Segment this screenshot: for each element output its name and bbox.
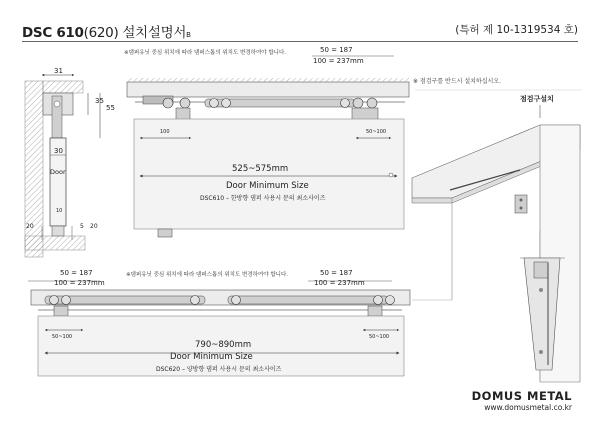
top-rail xyxy=(127,82,409,97)
side-dim-5: 5 xyxy=(80,223,84,230)
bottom-spec-right-line2: 100 = 237mm xyxy=(314,279,365,287)
bottom-range: 790~890mm xyxy=(195,340,252,350)
side-dim-35: 35 xyxy=(95,97,104,105)
side-dim-20-left: 20 xyxy=(26,223,34,230)
roller-left xyxy=(143,96,190,120)
model-main: DSC 610 xyxy=(22,25,84,41)
ceiling-section xyxy=(43,81,83,93)
top-spec-line2: 100 = 237mm xyxy=(313,57,364,65)
bottom-spec-left-line1: 50 = 187 xyxy=(60,269,93,277)
brand-logo: DOMUS METAL xyxy=(471,389,572,403)
roller-wheel xyxy=(54,101,60,107)
floor-guide xyxy=(52,226,64,236)
side-dim-55: 55 xyxy=(106,104,115,112)
top-door-diagram xyxy=(127,56,409,237)
damper-right xyxy=(228,296,395,317)
model-alt: (620) xyxy=(83,25,119,41)
floor-section xyxy=(25,236,85,250)
bottom-spec-left-line2: 100 = 237mm xyxy=(54,279,105,287)
top-dim-50-100: 50~100 xyxy=(366,129,387,135)
door-outline-top xyxy=(134,119,404,229)
right-note: ※ 점검구를 반드시 설치하십시오. xyxy=(413,78,502,85)
top-desc: DSC610 – 한방향 댐퍼 사용시 문의 최소사이즈 xyxy=(200,195,326,202)
inspection-hatch-view xyxy=(412,90,582,382)
top-note: ※댐퍼유닛 중심 위치에 따라 댐퍼스톱의 위치도 변경하여야 합니다. xyxy=(124,50,287,56)
website-url: www.domusmetal.co.kr xyxy=(484,403,572,412)
bottom-note: ※댐퍼유닛 중심 위치에 따라 댐퍼스톱의 위치도 변경하여야 합니다. xyxy=(126,272,289,278)
top-spec-line1: 50 = 187 xyxy=(320,46,353,54)
bottom-min-size: Door Minimum Size xyxy=(170,352,253,362)
bottom-dim-left: 50~100 xyxy=(52,334,73,340)
bottom-desc: DSC620 – 양방향 댐퍼 사용시 문의 최소사이즈 xyxy=(156,366,282,373)
damper-left xyxy=(45,296,205,317)
side-section-view xyxy=(25,75,100,257)
side-dim-top: 31 xyxy=(54,67,63,75)
side-dim-30: 30 xyxy=(54,147,63,155)
side-door-label: Door xyxy=(50,168,66,176)
side-dim-20-right: 20 xyxy=(90,223,98,230)
patent-number: (특허 제 10-1319534 호) xyxy=(455,24,578,36)
bottom-dim-right: 50~100 xyxy=(369,334,390,340)
inspection-label: 점검구설치 xyxy=(520,95,554,103)
bottom-spec-right-line1: 50 = 187 xyxy=(320,269,353,277)
top-dim-100: 100 xyxy=(160,129,170,135)
damper-unit xyxy=(205,99,355,108)
top-min-size: Door Minimum Size xyxy=(226,181,309,191)
doc-suffix: B xyxy=(186,31,191,39)
top-range: 525~575mm xyxy=(232,164,289,174)
wall-section xyxy=(25,81,43,257)
side-dim-bottom-10: 10 xyxy=(56,208,63,214)
roller-right xyxy=(352,98,378,120)
doc-title: 설치설명서 xyxy=(118,25,187,41)
